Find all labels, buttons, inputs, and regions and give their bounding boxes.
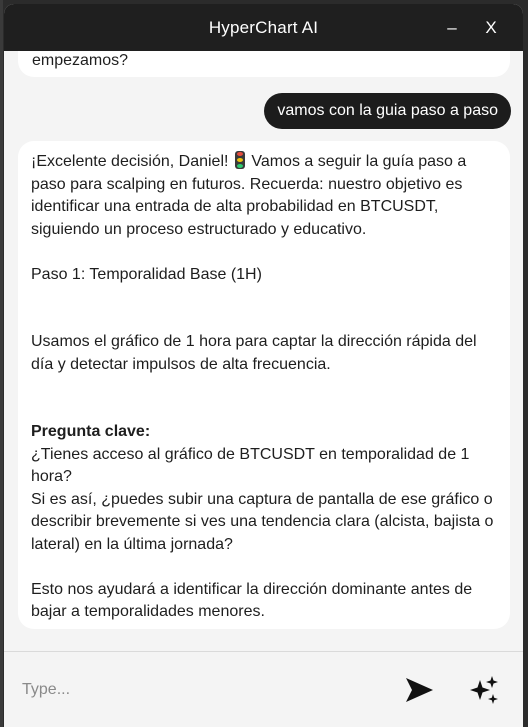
spacer xyxy=(31,376,497,421)
minimize-button[interactable]: – xyxy=(447,18,457,37)
ai-message xyxy=(18,141,510,629)
ai-intro-text-start: ¡Excelente decisión, Daniel! xyxy=(31,153,233,170)
step-description: Usamos el gráfico de 1 hora para captar la dirección rápida del día y detectar impulsos de alta frecuencia. xyxy=(31,333,477,373)
sparkles-icon xyxy=(467,674,501,706)
message-list[interactable] xyxy=(4,51,523,651)
ai-intro-text-end: Vamos a seguir la guía paso a paso para scalping en futuros. Recuerda: nuestro objetivo es identificar una entrada de alta probabilidad en BTCUSDT, siguiendo un proceso estructurado y educativo. xyxy=(31,153,467,238)
send-button[interactable] xyxy=(403,674,435,706)
key-question-heading: Pregunta clave: xyxy=(31,423,151,440)
traffic-light-icon xyxy=(235,151,245,169)
composer xyxy=(4,652,523,727)
close-button[interactable]: X xyxy=(485,18,497,37)
background-edge xyxy=(0,0,3,727)
closing-text: Esto nos ayudará a identificar la dirección dominante antes de bajar a temporalidades menores. xyxy=(31,580,473,620)
title-bar[interactable] xyxy=(4,4,523,51)
step-title: Paso 1: Temporalidad Base (1H) xyxy=(31,265,262,283)
spacer xyxy=(31,556,497,579)
window-title: HyperChart AI xyxy=(208,18,319,37)
ai-assist-button[interactable] xyxy=(467,674,501,706)
message-input[interactable] xyxy=(22,674,382,706)
user-message: vamos con la guia paso a paso xyxy=(264,93,511,129)
key-question-2: Si es así, ¿puedes subir una captura de pantalla de ese gráfico o describir brevemente si ves una tendencia clara (alcista, bajista o lateral) en la última jornada? xyxy=(31,490,494,553)
previous-ai-message xyxy=(18,51,510,77)
ai-intro xyxy=(31,151,497,241)
key-question-1: ¿Tienes acceso al gráfico de BTCUSDT en temporalidad de 1 hora? xyxy=(31,445,470,485)
chat-window xyxy=(4,4,523,727)
spacer xyxy=(31,241,497,264)
spacer xyxy=(31,286,497,331)
previous-ai-message-text: empezamos? xyxy=(32,52,129,69)
send-icon xyxy=(403,674,435,706)
